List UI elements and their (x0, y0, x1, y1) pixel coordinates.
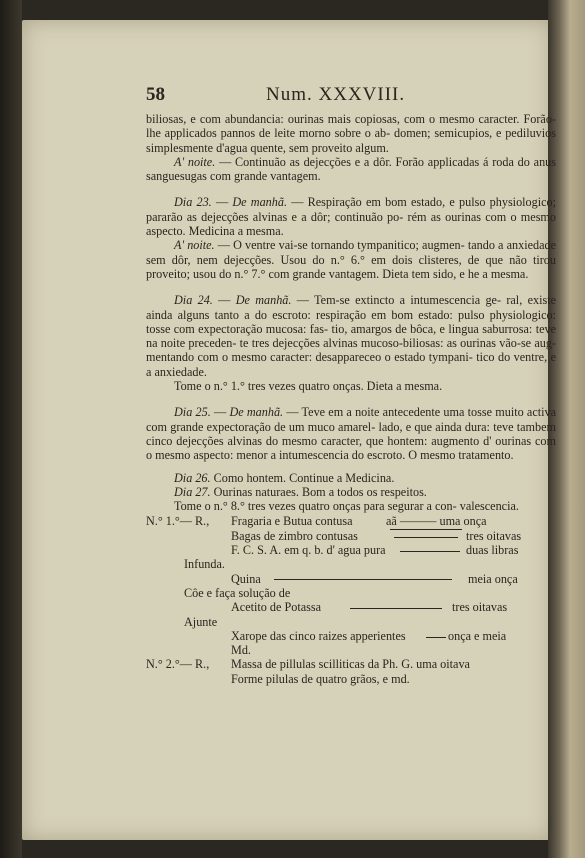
recipe-dose: onça e meia (448, 628, 507, 643)
recipe-instruction: Ajunte (184, 614, 218, 629)
recipe-dose: meia onça (468, 571, 518, 586)
day-label: Dia 24. (174, 293, 213, 308)
recipe-label: N.° 1.°— R., (146, 514, 210, 529)
recipe-instruction: Côe e faça solução de (184, 585, 291, 600)
entry-day-26: Dia 26. Como hontem. Continue a Medicina. (174, 470, 395, 485)
recipe-item: Fragaria e Butua contusa (231, 514, 353, 529)
paragraph-continuation: biliosas, e com abundancia: ourinas mais copiosas, com o mesmo caracter. Forão-lhe applicados pannos de leite morno sobre o ab- domen; semicupios, e pediluvios simplesmente d'agua quente, sem proveito algum. (146, 112, 556, 155)
recipe-dose: tres oitavas (466, 528, 522, 543)
prescription-day-27: Tome o n.° 8.° tres vezes quatro onças para segurar a con- valescencia. (174, 499, 519, 514)
time-label: A' noite. (174, 154, 216, 169)
recipe-1 (146, 514, 556, 657)
recipe-item: Acetito de Potassa (231, 600, 322, 615)
recipe-2 (146, 657, 556, 686)
time-label: A' noite. (174, 238, 215, 253)
recipe-item: F. C. S. A. em q. b. d' agua pura (231, 543, 386, 558)
page-header (146, 84, 556, 110)
recipe-instruction: Md. (231, 643, 251, 658)
day-label: Dia 25. (174, 405, 211, 420)
recipe-item: Xarope das cinco raizes apperientes (231, 628, 406, 643)
recipe-instruction: Forme pilulas de quatro grãos, e md. (231, 671, 410, 686)
recipe-item: Quina (231, 571, 261, 586)
entry-day-25: Dia 25. — De manhã. — Teve em a noite antecedente uma tosse muito activa com grande expectoração de um muco amarel- lado, e que ainda dura: teve tambem cinco dejecções alvinas do mesmo caracter, que hontem: augmento d' ourinas com o mesmo aspecto: menor a intumescencia do escroto. O mesmo tratamento. (146, 405, 557, 463)
day-label: Dia 27. (174, 484, 211, 499)
running-title: Num. XXXVIII. (266, 84, 406, 105)
recipe-dose: tres oitavas (452, 600, 508, 615)
entry-day-27: Dia 27. Ourinas naturaes. Bom a todos os respeitos. (174, 484, 427, 499)
recipe-label: N.° 2.°— R., (146, 657, 210, 672)
recipe-instruction: Infunda. (184, 557, 225, 572)
paragraph-night: A' noite. — Continuão as dejecções e a dôr. Forão applicadas á roda do anus sanguesugas com grande vantagem. (146, 154, 556, 184)
period-label: De manhã. (232, 195, 288, 210)
recipe-item: Bagas de zimbro contusas (231, 528, 358, 543)
entry-day-23-night: A' noite. — O ventre vai-se tornando tympanitico; augmen- tando a anxiedade sem dôr, nem dejecções. Usou do n.° 6.° em dois clisteres, de que não tirou proveito; usou do n.° 7.° com grande vantagem. Dieta tem sido, e he a mesma. (146, 238, 557, 281)
entry-day-23: Dia 23. — De manhã. — Respiração em bom estado, e pulso physiologico; pararão as dejecções alvinas e a dôr; continuão po- rém as ourinas com o mesmo aspecto. Medicina a mesma. (146, 195, 557, 239)
recipe-dose: aã ——— uma onça (386, 514, 487, 529)
page-body (146, 112, 556, 686)
entry-day-24: Dia 24. — De manhã. — Tem-se extincto a intumescencia ge- ral, existe ainda alguns tanto a do escroto: respiração em bom estado: pulso physiologico: tosse com expectoração mucosa: fas- tio, amargos de bôca, e lingua saburrosa: teve na noite preceden- te tres dejecções alvinas mucoso-biliosas: as ourinas vão-se aug- mentando com o mesmo caracter: desappareceo o estado tympani- tico do ventre, e a anxiedade. (146, 293, 556, 379)
day-label: Dia 23. (174, 195, 212, 210)
day-label: Dia 26. (174, 470, 211, 485)
recipe-item: Massa de pillulas scilliticas da Ph. G. uma oitava (231, 657, 470, 672)
period-label: De manhã. (235, 293, 292, 308)
recipe-dose: duas libras (466, 543, 519, 558)
page-number: 58 (146, 84, 165, 105)
period-label: De manhã. (229, 405, 284, 420)
scan-left-edge (0, 0, 22, 858)
prescription-day-24: Tome o n.° 1.° tres vezes quatro onças. Dieta a mesma. (174, 379, 443, 394)
